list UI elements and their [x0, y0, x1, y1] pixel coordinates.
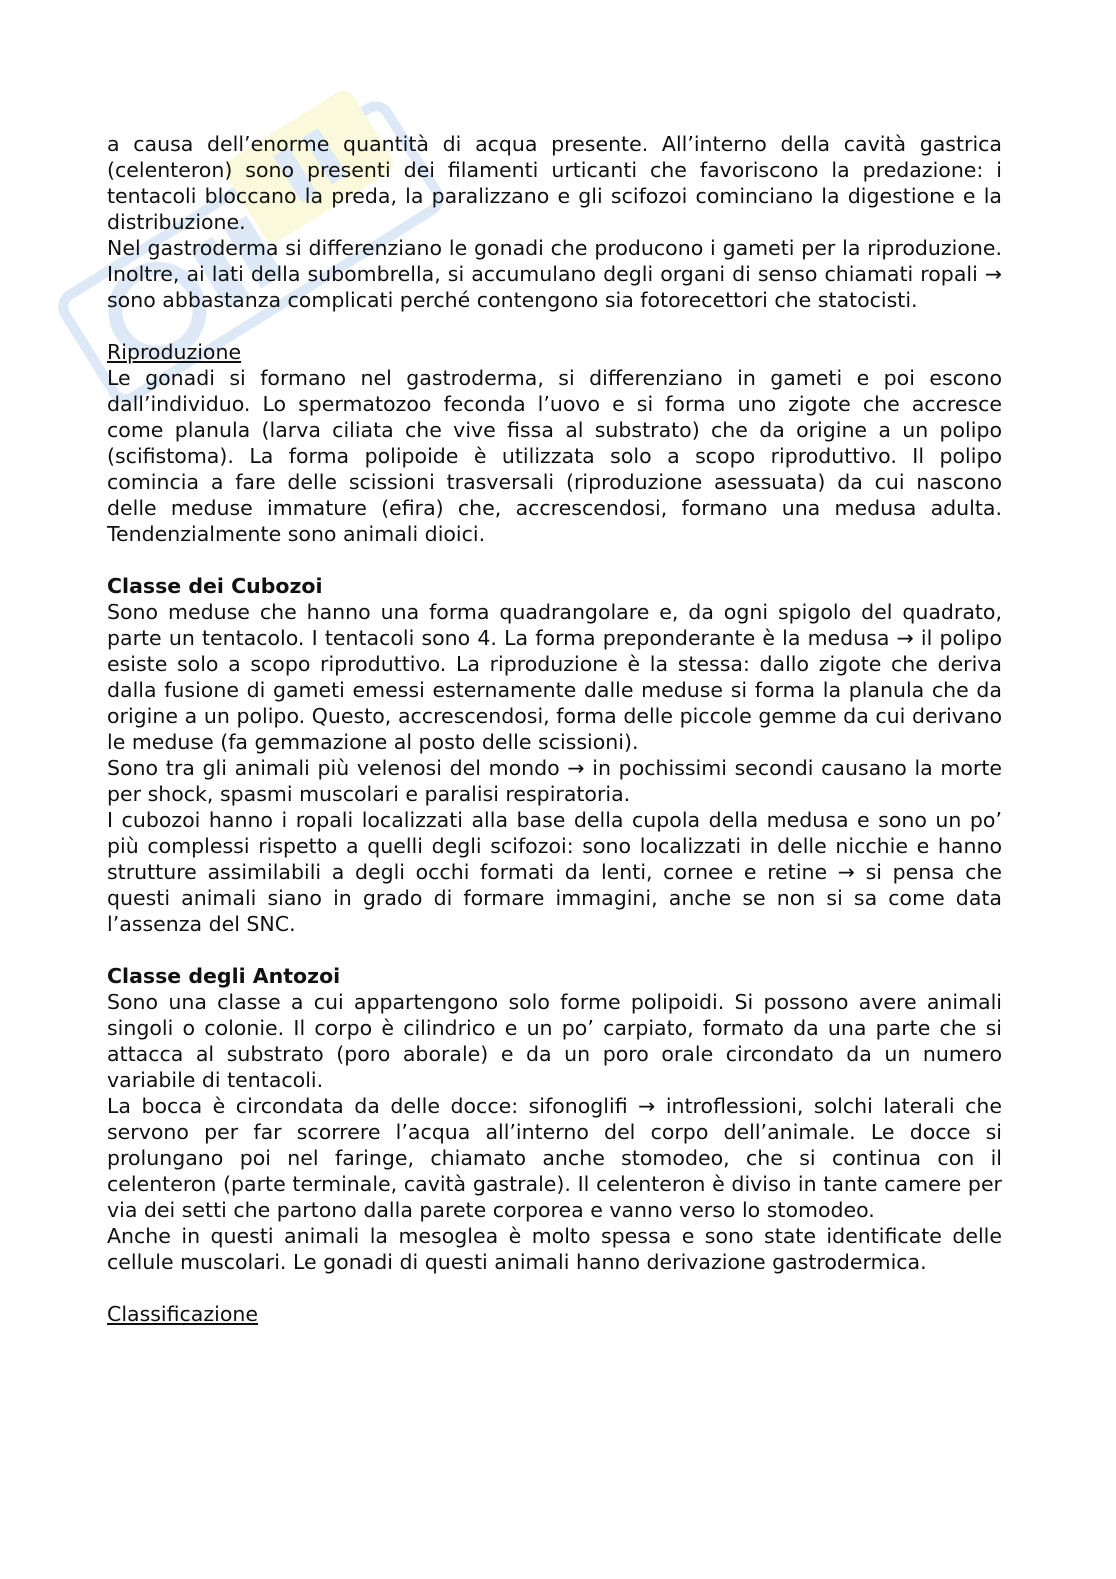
heading-cubozoi: Classe dei Cubozoi — [107, 574, 323, 598]
paragraph-antozoi-corpo: Sono una classe a cui appartengono solo forme polipoidi. Si possono avere animali singoli o colonie. Il corpo è cilindrico e un po’ carpiato, formato da una parte che si attacca al substrato (poro aborale) e da un poro orale circondato da un numero variabile di tentacoli. — [107, 990, 1002, 1092]
heading-classificazione: Classificazione — [107, 1302, 258, 1326]
spacer — [107, 547, 1002, 573]
paragraph-digestion: a causa dell’enorme quantità di acqua presente. All’interno della cavità gastrica (celenteron) sono presenti dei filamenti urticanti che favoriscono la predazione: i tentacoli bloccano la preda, la paralizzano e gli scifozoi cominciano la digestione e la distribuzione. — [107, 132, 1002, 234]
paragraph-antozoi-bocca: La bocca è circondata da delle docce: sifonoglifi → introflessioni, solchi laterali che servono per far scorrere l’acqua all’interno del corpo dell’animale. Le docce si prolungano poi nel faringe, chiamato anche stomodeo, che si continua con il celenteron (parte terminale, cavità gastrale). Il celenteron è diviso in tante camere per via dei setti che partono dalla parete corporea e vanno verso lo stomodeo. — [107, 1094, 1002, 1222]
document-body — [107, 131, 1002, 1327]
heading-riproduzione: Riproduzione — [107, 340, 242, 364]
spacer — [107, 1275, 1002, 1301]
heading-antozoi: Classe degli Antozoi — [107, 964, 341, 988]
paragraph-cubozoi-ropali: I cubozoi hanno i ropali localizzati alla base della cupola della medusa e sono un po’ più complessi rispetto a quelli degli scifozoi: sono localizzati in delle nicchie e hanno strutture assimilabili a degli occhi formati da lenti, cornee e retine → si pensa che questi animali siano in grado di formare immagini, anche se non si sa come data l’assenza del SNC. — [107, 808, 1002, 936]
paragraph-cubozoi-forma: Sono meduse che hanno una forma quadrangolare e, da ogni spigolo del quadrato, parte un tentacolo. I tentacoli sono 4. La forma preponderante è la medusa → il polipo esiste solo a scopo riproduttivo. La riproduzione è la stessa: dallo zigote che deriva dalla fusione di gameti emessi esternamente dalle meduse si forma la planula che da origine a un polipo. Questo, accrescendosi, forma delle piccole gemme da cui derivano le meduse (fa gemmazione al posto delle scissioni). — [107, 600, 1002, 754]
paragraph-riproduzione: Le gonadi si formano nel gastroderma, si differenziano in gameti e poi escono dall’individuo. Lo spermatozoo feconda l’uovo e si forma uno zigote che accresce come planula (larva ciliata che vive fissa al substrato) che da origine a un polipo (scifistoma). La forma polipoide è utilizzata solo a scopo riproduttivo. Il polipo comincia a fare delle scissioni trasversali (riproduzione asessuata) da cui nascono delle meduse immature (efira) che, accrescendosi, formano una medusa adulta. Tendenzialmente sono animali dioici. — [107, 366, 1002, 546]
spacer — [107, 313, 1002, 339]
paragraph-cubozoi-veleno: Sono tra gli animali più velenosi del mondo → in pochissimi secondi causano la morte per shock, spasmi muscolari e paralisi respiratoria. — [107, 756, 1002, 806]
paragraph-antozoi-mesoglea: Anche in questi animali la mesoglea è molto spessa e sono state identificate delle cellule muscolari. Le gonadi di questi animali hanno derivazione gastrodermica. — [107, 1224, 1002, 1274]
spacer — [107, 937, 1002, 963]
paragraph-gastroderma: Nel gastroderma si differenziano le gonadi che producono i gameti per la riproduzione. Inoltre, ai lati della subombrella, si accumulano degli organi di senso chiamati ropali → sono abbastanza complicati perché contengono sia fotorecettori che statocisti. — [107, 236, 1002, 312]
